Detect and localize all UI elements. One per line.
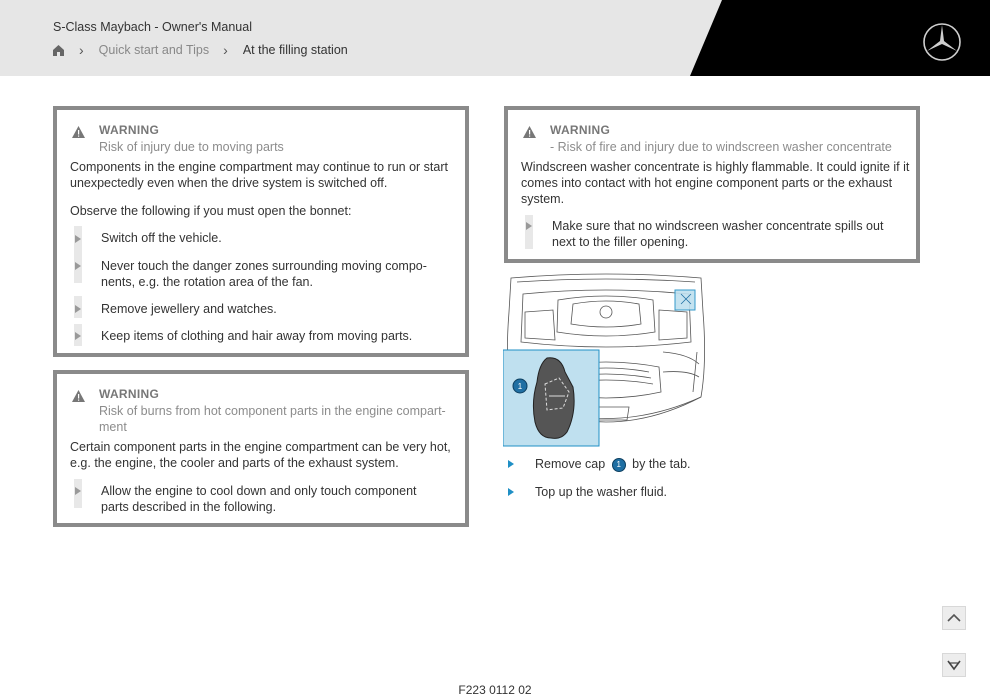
step-bar: [525, 215, 533, 249]
breadcrumb-quick-start[interactable]: Quick start and Tips: [98, 43, 210, 57]
paragraph-line: unexpectedly even when the drive system is switched off.: [70, 176, 388, 190]
warning-heading: WARNING: [550, 123, 611, 137]
step-arrow-icon: [75, 332, 81, 340]
step-text: [101, 483, 417, 515]
paragraph-line: system.: [521, 192, 565, 206]
mercedes-star-logo[interactable]: [922, 22, 962, 62]
step-line: Make sure that no windscreen washer concentrate spills out: [552, 219, 884, 233]
chevron-right-icon: ›: [223, 42, 228, 58]
chevron-right-icon: ›: [79, 42, 84, 58]
app-title: S-Class Maybach - Owner's Manual: [53, 20, 252, 34]
subtitle-line: ment: [99, 420, 127, 434]
image-code: F223 0112 02: [458, 683, 532, 697]
warning-box-moving-parts: [53, 106, 469, 357]
breadcrumb-current: At the filling station: [242, 43, 348, 57]
warning-subtitle: Risk of injury due to moving parts: [99, 140, 284, 154]
step-arrow-icon: [75, 487, 81, 495]
chevron-up-icon: [943, 607, 965, 629]
warning-paragraph: [70, 439, 451, 471]
step-text: Keep items of clothing and hair away from moving parts.: [101, 329, 413, 343]
bookmark-icon: [943, 654, 965, 676]
instruction-text: Remove cap: [535, 457, 606, 471]
warning-subtitle: [99, 403, 446, 435]
step-arrow-icon: [75, 235, 81, 243]
warning-triangle-icon: [523, 126, 536, 138]
step-text: [552, 218, 883, 250]
warning-paragraph: Observe the following if you must open the bonnet:: [70, 204, 352, 218]
step-text: Switch off the vehicle.: [101, 231, 222, 245]
step-line: parts described in the following.: [101, 500, 277, 514]
scroll-top-button[interactable]: [942, 606, 966, 630]
step-arrow-icon: [526, 222, 532, 230]
callout-badge: 1: [612, 458, 626, 472]
warning-heading: WARNING: [99, 387, 160, 401]
step-arrow-icon: [75, 305, 81, 313]
home-icon[interactable]: [52, 44, 65, 57]
paragraph-line: e.g. the engine, the cooler and parts of the exhaust system.: [70, 456, 399, 470]
instruction-arrow-icon: [508, 460, 514, 468]
instruction-step-1: [535, 456, 691, 472]
bookmark-button[interactable]: [942, 653, 966, 677]
warning-paragraph: [521, 159, 909, 207]
step-text: [101, 258, 427, 290]
paragraph-line: comes into contact with hot engine component parts or the exhaust: [521, 176, 893, 190]
instruction-arrow-icon: [508, 488, 514, 496]
paragraph-line: Components in the engine compartment may continue to run or start: [70, 160, 448, 174]
warning-subtitle: - Risk of fire and injury due to windscreen washer concentrate: [550, 140, 892, 154]
warning-box-washer-concentrate: [504, 106, 920, 263]
step-line: next to the filler opening.: [552, 235, 689, 249]
step-line: nents, e.g. the rotation area of the fan.: [101, 275, 313, 289]
step-line: Allow the engine to cool down and only touch component: [101, 484, 417, 498]
instruction-step-2: Top up the washer fluid.: [535, 485, 668, 499]
illustration-callout: 1: [517, 382, 523, 391]
subtitle-line: Risk of burns from hot component parts in the engine compart-: [99, 404, 446, 418]
engine-compartment-illustration: [503, 272, 709, 448]
warning-triangle-icon: [72, 390, 85, 402]
step-text: Remove jewellery and watches.: [101, 302, 277, 316]
warning-heading: WARNING: [99, 123, 160, 137]
header-bar: [0, 0, 990, 76]
breadcrumb: [52, 42, 348, 58]
warning-box-hot-parts: [53, 370, 469, 527]
step-line: Never touch the danger zones surrounding moving compo-: [101, 259, 427, 273]
warning-paragraph: [70, 159, 448, 191]
instruction-text: by the tab.: [632, 457, 691, 471]
step-arrow-icon: [75, 262, 81, 270]
paragraph-line: Certain component parts in the engine compartment can be very hot,: [70, 440, 451, 454]
paragraph-line: Windscreen washer concentrate is highly flammable. It could ignite if it: [521, 160, 910, 174]
warning-triangle-icon: [72, 126, 85, 138]
